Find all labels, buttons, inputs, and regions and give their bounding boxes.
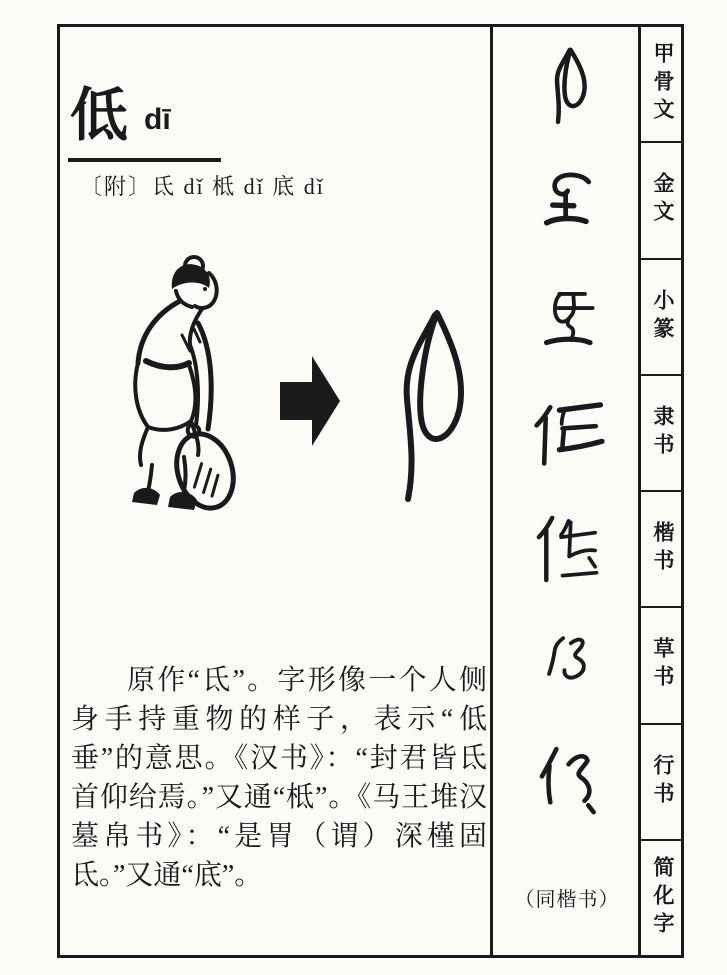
title-underline <box>68 158 221 162</box>
sidebar-item-simplified <box>641 841 684 955</box>
oracle-bone-glyph-large <box>407 313 461 499</box>
script-type-sidebar <box>638 27 684 955</box>
oracle-bone-glyph <box>540 42 594 128</box>
sidebar-item-oracle-bone <box>641 27 684 143</box>
simplified-note: （同楷书） <box>514 888 620 911</box>
explanation-text: 原作“氐”。字形像一个人侧身手持重物的样子，表示“低垂”的意思。《汉书》：“封君皆氐首仰给焉。”又通“柢”。《马王堆汉墓帛书》：“是胃（谓）深槿固氐。”又通“底”。 <box>71 665 487 891</box>
sidebar-item-running <box>641 725 684 841</box>
sidebar-item-clerical <box>641 376 684 492</box>
sidebar-label: 小篆 <box>651 288 675 345</box>
etymology-illustration <box>90 239 485 529</box>
page-frame <box>57 24 684 958</box>
regular-script-glyph <box>530 511 604 587</box>
headword-pinyin: dī <box>144 103 171 136</box>
running-script-glyph <box>527 743 607 819</box>
variant-characters: 〔附〕氐 dǐ 柢 dǐ 底 dǐ <box>80 174 325 199</box>
arrow-icon <box>280 356 340 446</box>
sidebar-label: 金文 <box>651 172 675 229</box>
person-carrying-sack-drawing <box>132 257 242 515</box>
sidebar-item-small-seal <box>641 260 684 376</box>
sidebar-label: 行书 <box>651 753 675 810</box>
sidebar-label: 隶书 <box>651 404 675 461</box>
script-forms-column <box>490 27 641 955</box>
sidebar-item-regular <box>641 492 684 608</box>
sidebar-item-cursive <box>641 608 684 724</box>
sidebar-label: 楷书 <box>651 521 675 578</box>
sidebar-item-bronze <box>641 143 684 259</box>
entry-column <box>60 27 490 955</box>
entry-title <box>70 83 171 148</box>
headword: 低 <box>70 83 129 148</box>
cursive-glyph <box>535 633 599 697</box>
sidebar-label: 简化字 <box>651 855 675 940</box>
sidebar-label: 甲骨文 <box>651 42 675 127</box>
clerical-glyph <box>527 395 607 471</box>
sidebar-label: 草书 <box>651 637 675 694</box>
small-seal-glyph <box>535 276 599 358</box>
bronze-glyph <box>533 165 601 237</box>
